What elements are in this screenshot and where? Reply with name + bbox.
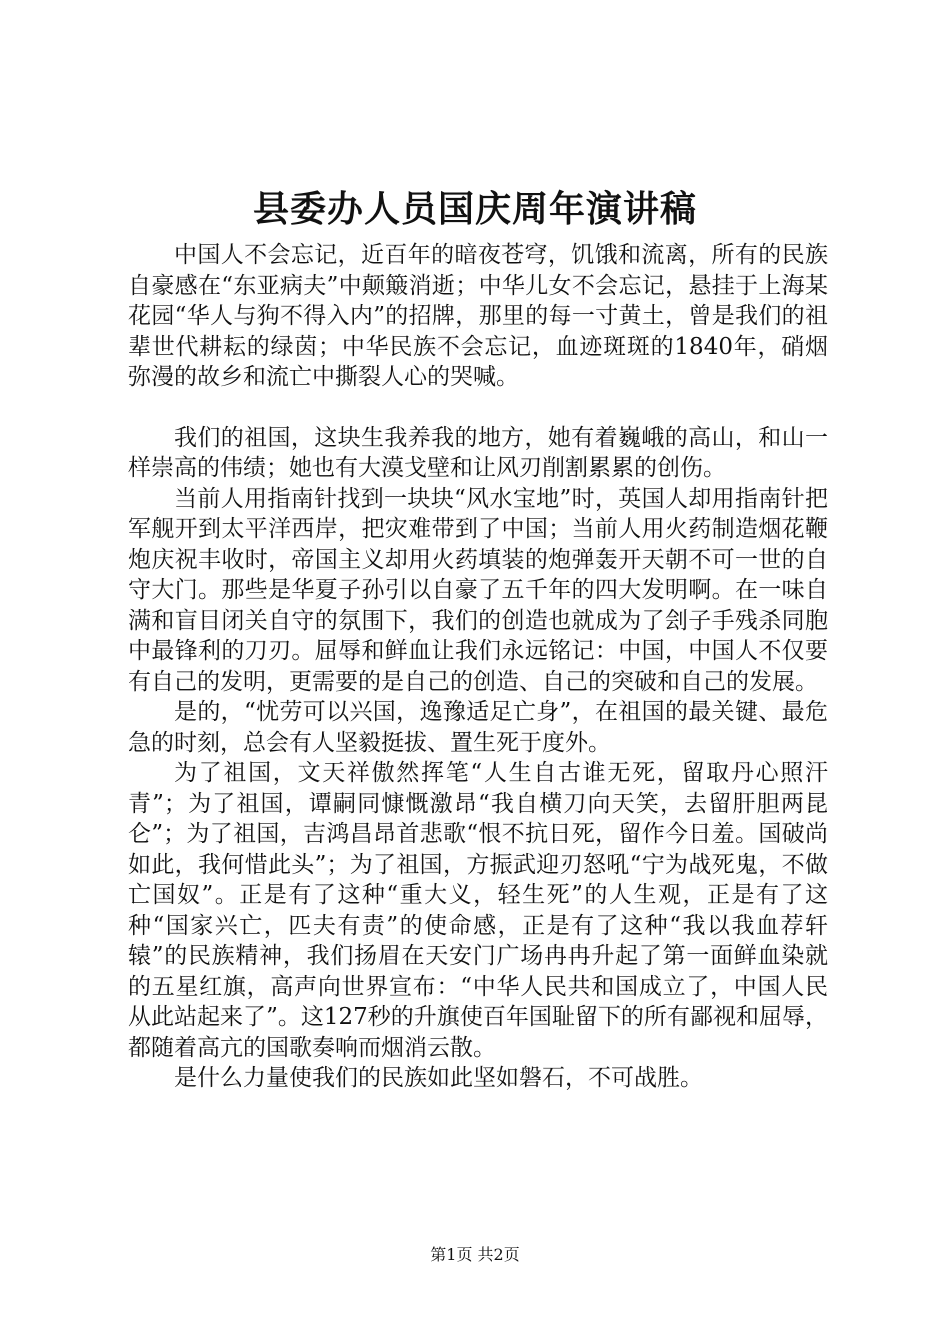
paragraph-5: 为了祖国，文天祥傲然挥笔“人生自古谁无死，留取丹心照汗青”；为了祖国，谭嗣同慷慨激昂“我自横刀向天笑，去留肝胆两昆仑”；为了祖国，吉鸿昌昂首悲歌“恨不抗日死，留作今日羞。国破尚如此，我何惜此头”；为了祖国，方振武迎刃怒吼“宁为战死鬼，不做亡国奴”。正是有了这种“重大义，轻生死”的人生观，正是有了这种“国家兴亡，匹夫有责”的使命感，正是有了这种“我以我血荐轩辕”的民族精神，我们扬眉在天安门广场冉冉升起了第一面鲜血染就的五星红旗，高声向世界宣布：“中华人民共和国成立了，中国人民从此站起来了”。这127秒的升旗使百年国耻留下的所有鄙视和屈辱，都随着高亢的国歌奏响而烟消云散。 [128, 760, 828, 1061]
paragraph-6: 是什么力量使我们的民族如此坚如磐石，不可战胜。 [174, 1065, 703, 1091]
paragraph-1: 中国人不会忘记，近百年的暗夜苍穹，饥饿和流离，所有的民族自豪感在“东亚病夫”中颠簸消逝；中华儿女不会忘记，悬挂于上海某花园“华人与狗不得入内”的招牌，那里的每一寸黄土，曾是我们的祖辈世代耕耘的绿茵；中华民族不会忘记，血迹斑斑的1840年，硝烟弥漫的故乡和流亡中撕裂人心的哭喊。 [128, 242, 828, 390]
page-footer: 第1页 共2页 [430, 1245, 520, 1264]
paragraph-3: 当前人用指南针找到一块块“风水宝地”时，英国人却用指南针把军舰开到太平洋西岸，把灾难带到了中国；当前人用火药制造烟花鞭炮庆祝丰收时，帝国主义却用火药填装的炮弹轰开天朝不可一世的自守大门。那些是华夏子孙引以自豪了五千年的四大发明啊。在一味自满和盲目闭关自守的氛围下，我们的创造也就成为了刽子手残杀同胞中最锋利的刀刃。屈辱和鲜血让我们永远铭记：中国，中国人不仅要有自己的发明，更需要的是自己的创造、自己的突破和自己的发展。 [128, 485, 828, 695]
document-body [128, 240, 828, 1094]
paragraph-4: 是的，“忧劳可以兴国，逸豫适足亡身”，在祖国的最关键、最危急的时刻，总会有人坚毅挺拔、置生死于度外。 [128, 699, 828, 756]
document-title: 县委办人员国庆周年演讲稿 [252, 188, 697, 230]
paragraph-2: 我们的祖国，这块生我养我的地方，她有着巍峨的高山，和山一样崇高的伟绩；她也有大漠戈壁和让风刃削割累累的创伤。 [128, 424, 828, 481]
